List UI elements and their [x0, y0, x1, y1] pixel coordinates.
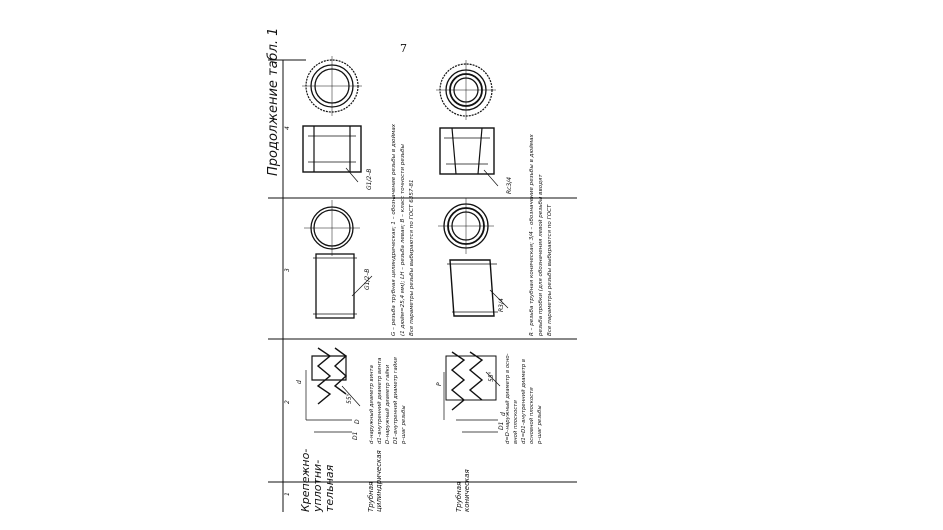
column-number-4: 4 — [284, 126, 291, 130]
row2-label-angle: 55° — [488, 371, 495, 382]
col4-conical-drawing — [436, 60, 498, 186]
row1-label-d1: D1 — [352, 431, 359, 440]
row1-label-d: d — [296, 380, 303, 384]
row2-col4-label: Rc3/4 — [506, 176, 513, 194]
row2-col3-label: R3/4 — [498, 298, 505, 312]
row1-label-D: D — [354, 419, 361, 424]
column-number-3: 3 — [284, 268, 291, 272]
profile-conical-drawing — [444, 352, 500, 432]
section-name: Крепежно- уплотни- тельная — [299, 448, 336, 512]
row1-col4-label: G1/2–B — [366, 168, 373, 190]
col3-cylindrical-drawing — [304, 200, 372, 318]
row2-profile-legend: d=D–наружный диаметр в осно- вной плоскости d1=D1–внутренний диаметр в основной плоскости p–шаг резьбы — [505, 353, 543, 444]
row2-notes: R – резьба трубная коническая; 3/4 – обозначение резьбы в дюймах резьба пробки (для обозначения левой резьбы вводят Все параметры резьбы выбираются по ГОСТ — [529, 134, 553, 336]
column-number-1: 1 — [284, 492, 291, 496]
row2-type-name: Трубная коническая — [455, 469, 471, 512]
row2-label-pitch: P — [436, 382, 443, 386]
table-title: Продолжение табл. 1 — [266, 27, 281, 176]
row1-notes: G – резьба трубная цилиндрическая; 1 – обозначение резьбы в дюймах (1 дюйм=25,4 мм); LH – резьба левая; B – класс точности резьбы Все параметры резьбы выбираются по ГОСТ 6357-81 — [391, 123, 415, 336]
page-number: 7 — [400, 42, 407, 55]
row1-type-name: Трубная цилиндрическая — [367, 450, 383, 512]
row1-label-angle: 55° — [346, 393, 353, 404]
row1-profile-legend: d–наружный диаметр винта d1–внутренний диаметр винта D–наружный диаметр гайки D1–внутренний диаметр гайки p–шаг резьбы — [369, 357, 407, 444]
row2-label-d: d — [500, 412, 507, 416]
col4-cylindrical-drawing — [302, 56, 362, 182]
row2-label-d1: D1 — [498, 421, 505, 430]
row1-col3-label: G1/2–B — [364, 268, 371, 290]
profile-cylindrical-drawing — [306, 348, 360, 432]
column-number-2: 2 — [284, 400, 291, 404]
